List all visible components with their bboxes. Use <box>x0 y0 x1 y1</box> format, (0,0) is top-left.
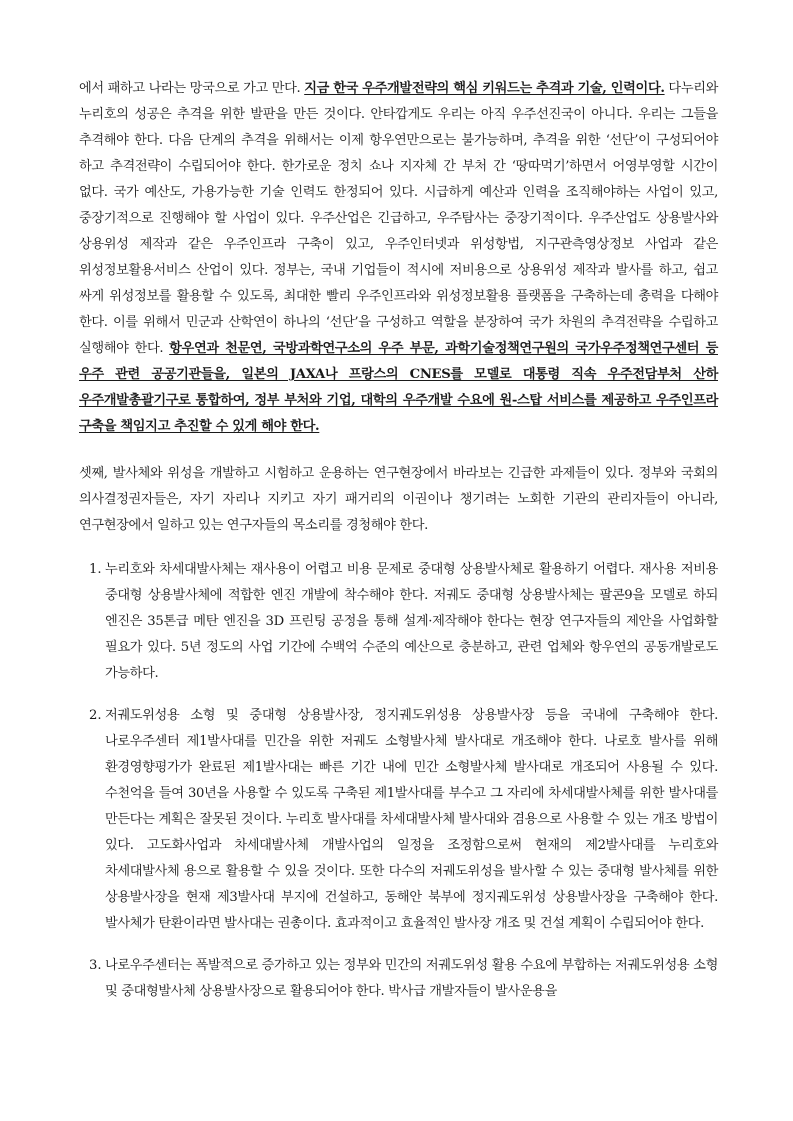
numbered-list <box>79 557 718 1005</box>
emphasized-text: 항우연과 천문연, 국방과학연구소의 우주 부문, 과학기술정책연구원의 국가우주정책연구센터 등 우주 관련 공공기관들을, 일본의 JAXA나 프랑스의 CNES를 모델로 대통령 직속 우주전담부처 산하 우주개발총괄기구로 통합하여, 정부 부처와 기업, 대학의 우주개발 수요에 원-스탑 서비스를 제공하고 우주인프라 구축을 책임지고 추진할 수 있게 해야 한다. <box>79 341 718 434</box>
paragraph-text: 에서 패하고 나라는 망국으로 가고 만다. <box>79 81 305 96</box>
list-number: 1. <box>89 562 102 577</box>
list-item <box>79 953 718 1005</box>
list-item-text: 저궤도위성용 소형 및 중대형 상용발사장, 정지궤도위성용 상용발사장 등을 국내에 구축해야 한다. 나로우주센터 제1발사대를 민간을 위한 저궤도 소형발사체 발사대로 개조해야 한다. 나로호 발사를 위해 환경영향평가가 완료된 제1발사대는 빠른 기간 내에 민간 소형발사체 발사대로 개조되어 사용될 수 있다. 수천억을 들여 30년을 사용할 수 있도록 구축된 제1발사대를 부수고 그 자리에 차세대발사체를 위한 발사대를 만든다는 계획은 잘못된 것이다. 누리호 발사대를 차세대발사체 발사대와 겸용으로 사용할 수 있는 개조 방법이 있다. 고도화사업과 차세대발사체 개발사업의 일정을 조정함으로써 현재의 제2발사대를 누리호와 차세대발사체 용으로 활용할 수 있을 것이다. 또한 다수의 저궤도위성을 발사할 수 있는 중대형 발사체를 위한 상용발사장을 현재 제3발사대 부지에 건설하고, 동해안 북부에 정지궤도위성 상용발사장을 구축해야 한다. 발사체가 탄환이라면 발사대는 권총이다. 효과적이고 효율적인 발사장 개조 및 건설 계획이 수립되어야 한다. <box>105 708 718 931</box>
paragraph-text: 셋째, 발사체와 위성을 개발하고 시험하고 운용하는 연구현장에서 바라보는 긴급한 과제들이 있다. 정부와 국회의 의사결정권자들은, 자기 자리나 지키고 자기 패거리의 이권이나 챙기려는 노회한 기관의 관리자들이 아니라, 연구현장에서 일하고 있는 연구자들의 목소리를 경청해야 한다. <box>79 466 718 533</box>
document-page <box>79 76 718 1021</box>
emphasized-text: 지금 한국 우주개발전략의 핵심 키워드는 추격과 기술, 인력이다. <box>304 81 665 96</box>
list-item-text: 누리호와 차세대발사체는 재사용이 어렵고 비용 문제로 중대형 상용발사체로 활용하기 어렵다. 재사용 저비용 중대형 상용발사체에 적합한 엔진 개발에 착수해야 한다. 저궤도 중대형 상용발사체는 팔콘9을 모델로 하되 엔진은 35톤급 메탄 엔진을 3D 프린팅 공정을 통해 설계·제작해야 한다는 현장 연구자들의 제안을 사업화할 필요가 있다. 5년 정도의 사업 기간에 수백억 수준의 예산으로 충분하고, 관련 업체와 항우연의 공동개발로도 가능하다. <box>105 562 718 681</box>
body-paragraph <box>79 76 718 440</box>
paragraph-text: 다누리와 누리호의 성공은 추격을 위한 발판을 만든 것이다. 안타깝게도 우리는 아직 우주선진국이 아니다. 우리는 그들을 추격해야 한다. 다음 단계의 추격을 위해서는 이제 항우연만으로는 불가능하며, 추격을 위한 ‘선단’이 구성되어야 하고 추격전략이 수립되어야 한다. 한가로운 정치 쇼나 지자체 간 부처 간 ‘땅따먹기’하면서 어영부영할 시간이 없다. 국가 예산도, 가용가능한 기술 인력도 한정되어 있다. 시급하게 예산과 인력을 조직해야하는 사업이 있고, 중장기적으로 진행해야 할 사업이 있다. 우주산업은 긴급하고, 우주탐사는 중장기적이다. 우주산업도 상용발사와 상용위성 제작과 같은 우주인프라 구축이 있고, 우주인터넷과 위성항법, 지구관측영상정보 사업과 같은 위성정보활용서비스 산업이 있다. 정부는, 국내 기업들이 적시에 저비용으로 상용위성 제작과 발사를 하고, 쉽고 싸게 위성정보를 활용할 수 있도록, 최대한 빨리 우주인프라와 위성정보활용 플랫폼을 구축하는데 총력을 다해야 한다. 이를 위해서 민군과 산학연이 하나의 ‘선단’을 구성하고 역할을 분장하여 국가 차원의 추격전략을 수립하고 실행해야 한다. <box>79 81 718 356</box>
list-number: 2. <box>89 708 102 723</box>
body-paragraph <box>79 461 718 539</box>
list-item <box>79 703 718 937</box>
list-item <box>79 557 718 687</box>
list-item-text: 나로우주센터는 폭발적으로 증가하고 있는 정부와 민간의 저궤도위성 활용 수요에 부합하는 저궤도위성용 소형 및 중대형발사체 상용발사장으로 활용되어야 한다. 박사급 개발자들이 발사운용을 <box>105 958 718 999</box>
list-number: 3. <box>89 958 102 973</box>
